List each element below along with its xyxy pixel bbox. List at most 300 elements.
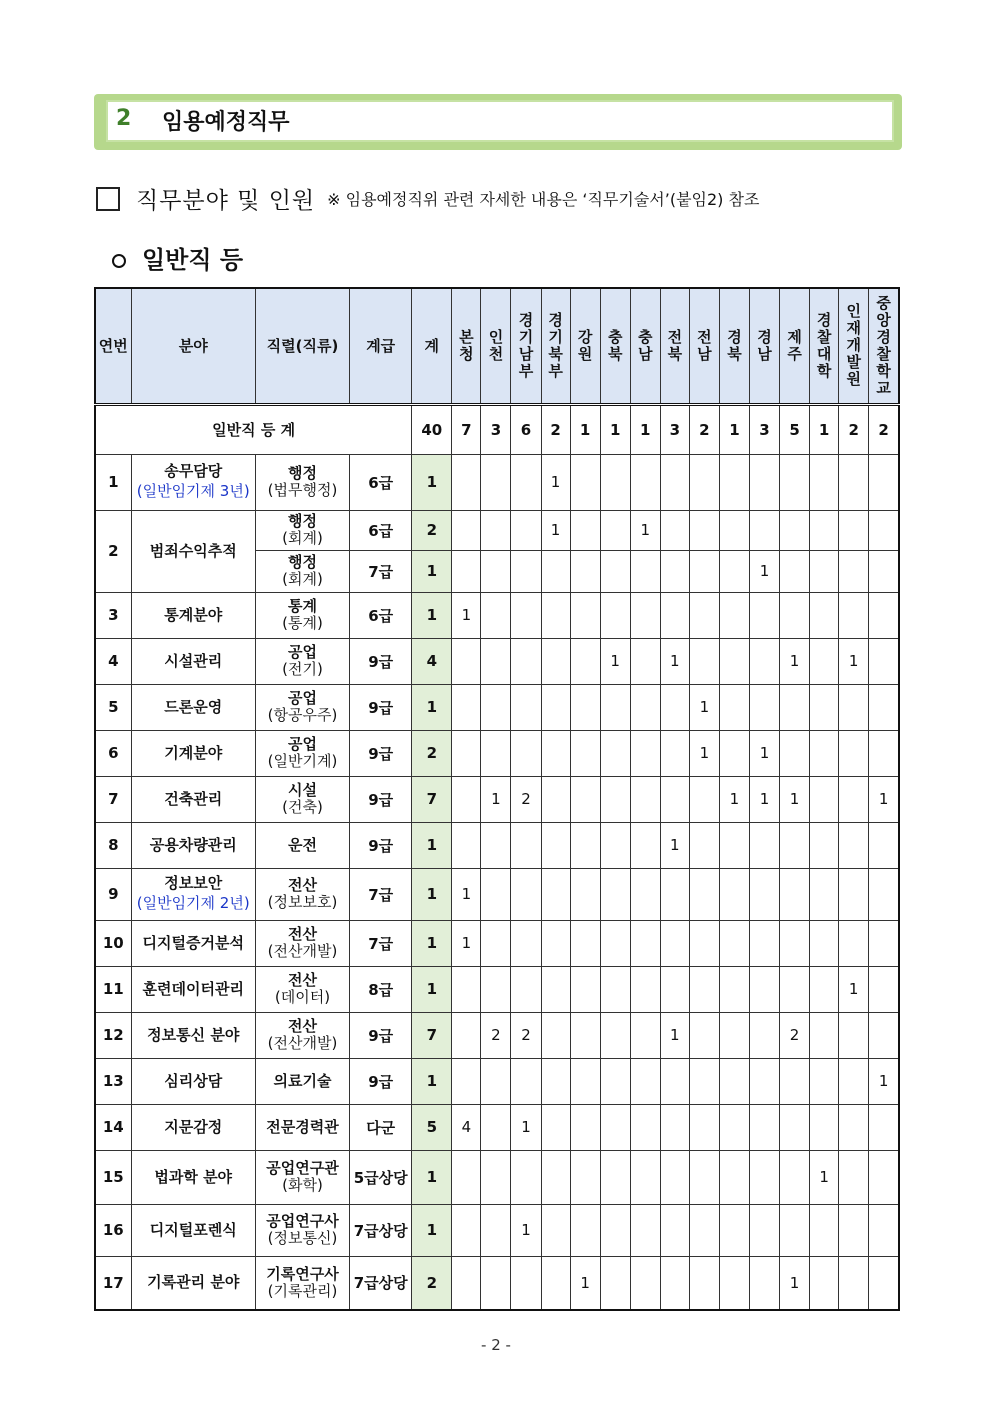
row-region-value — [780, 1204, 810, 1256]
row-region-value — [660, 1150, 689, 1204]
row-region-value — [719, 550, 749, 592]
row-region-value — [839, 510, 869, 550]
row-region-value — [570, 730, 600, 776]
row-region-value: 1 — [780, 638, 810, 684]
row-region-value — [481, 638, 511, 684]
row-total: 1 — [412, 454, 452, 510]
table-row — [95, 592, 899, 638]
table-row — [95, 1058, 899, 1104]
row-region-value — [810, 638, 839, 684]
row-region-value — [481, 550, 511, 592]
row-number: 10 — [95, 920, 131, 966]
row-region-value — [511, 454, 541, 510]
row-region-value: 2 — [511, 776, 541, 822]
row-region-value — [570, 966, 600, 1012]
row-class-name: 기록연구사 — [266, 1264, 339, 1283]
row-region-value: 1 — [780, 776, 810, 822]
row-field — [131, 822, 255, 868]
row-region-value — [630, 1256, 660, 1310]
row-total: 1 — [412, 920, 452, 966]
row-class-sub: (법무행정) — [267, 481, 338, 499]
row-region-value — [780, 1150, 810, 1204]
row-grade: 9급 — [350, 776, 412, 822]
row-field-name: 정보통신 분야 — [147, 1025, 240, 1044]
row-class-sub: (화학) — [282, 1176, 323, 1194]
row-region-value — [660, 1058, 689, 1104]
row-class-name: 전산 — [288, 1017, 317, 1035]
row-region-value — [810, 822, 839, 868]
row-region-value — [541, 684, 570, 730]
row-number: 14 — [95, 1104, 131, 1150]
row-total: 1 — [412, 822, 452, 868]
row-class-sub: (정보통신) — [267, 1229, 338, 1247]
row-region-value: 2 — [780, 1012, 810, 1058]
row-grade: 9급 — [350, 1012, 412, 1058]
row-class — [255, 730, 349, 776]
row-region-value — [452, 1012, 481, 1058]
row-region-value: 1 — [660, 1012, 689, 1058]
row-region-value — [869, 510, 899, 550]
row-number: 8 — [95, 822, 131, 868]
row-region-value — [660, 592, 689, 638]
row-region-value — [689, 1104, 719, 1150]
row-region-value — [511, 510, 541, 550]
row-region-value — [839, 1150, 869, 1204]
subheading — [96, 182, 759, 212]
row-region-value — [481, 1058, 511, 1104]
row-region-value — [839, 550, 869, 592]
row-total: 2 — [412, 1256, 452, 1310]
row-region-value — [869, 1150, 899, 1204]
row-region-value — [719, 592, 749, 638]
row-region-value — [570, 1204, 600, 1256]
row-grade: 9급 — [350, 822, 412, 868]
total-region-value: 2 — [839, 404, 869, 454]
row-number: 9 — [95, 868, 131, 920]
row-region-value — [660, 510, 689, 550]
row-field — [131, 1150, 255, 1204]
row-region-value — [570, 920, 600, 966]
row-class — [255, 592, 349, 638]
row-region-value — [481, 1204, 511, 1256]
row-region-value — [839, 1204, 869, 1256]
row-region-value — [719, 1150, 749, 1204]
row-number: 5 — [95, 684, 131, 730]
row-class-name: 행정 — [288, 512, 317, 530]
row-region-value — [719, 454, 749, 510]
row-class — [255, 684, 349, 730]
row-region-value — [689, 1256, 719, 1310]
row-region-value — [839, 776, 869, 822]
row-region-value — [869, 454, 899, 510]
row-region-value — [570, 592, 600, 638]
row-number: 13 — [95, 1058, 131, 1104]
total-region-value: 3 — [660, 404, 689, 454]
row-region-value: 1 — [481, 776, 511, 822]
row-region-value — [660, 776, 689, 822]
row-field-name: 지문감정 — [164, 1117, 223, 1136]
row-class — [255, 776, 349, 822]
row-region-value — [749, 638, 779, 684]
row-region-value — [719, 1058, 749, 1104]
row-region-value — [869, 868, 899, 920]
row-region-value — [839, 1256, 869, 1310]
row-region-value — [570, 822, 600, 868]
row-class-sub: (건축) — [282, 798, 323, 816]
row-region-value — [749, 510, 779, 550]
row-region-value: 1 — [839, 638, 869, 684]
row-region-value — [780, 454, 810, 510]
row-class-sub: (일반기계) — [267, 752, 338, 770]
row-region-value: 1 — [541, 510, 570, 550]
row-class-name: 행정 — [288, 464, 317, 482]
row-field-name: 훈련데이터관리 — [142, 979, 244, 998]
table-row — [95, 684, 899, 730]
row-field-name: 송무담당 — [164, 462, 223, 480]
row-class — [255, 1058, 349, 1104]
row-class-name: 공업 — [288, 735, 317, 753]
row-total: 1 — [412, 1150, 452, 1204]
row-region-value — [839, 454, 869, 510]
row-region-value — [630, 638, 660, 684]
row-region-value — [689, 510, 719, 550]
row-number: 6 — [95, 730, 131, 776]
row-region-value — [481, 1150, 511, 1204]
header-region: 인 천 — [481, 288, 511, 404]
row-region-value — [511, 1058, 541, 1104]
row-region-value — [869, 1012, 899, 1058]
row-region-value — [719, 868, 749, 920]
row-field-name: 정보보안 — [164, 874, 223, 892]
row-region-value: 1 — [780, 1256, 810, 1310]
header-region: 경 북 — [719, 288, 749, 404]
row-class-name: 공업연구관 — [266, 1159, 339, 1177]
recruitment-table — [94, 287, 900, 1311]
row-region-value — [630, 1012, 660, 1058]
row-region-value — [810, 966, 839, 1012]
row-region-value — [810, 1256, 839, 1310]
row-field — [131, 1256, 255, 1310]
header-field: 분야 — [131, 288, 255, 404]
header-region: 충 남 — [630, 288, 660, 404]
row-region-value — [630, 822, 660, 868]
row-region-value — [452, 822, 481, 868]
row-region-value — [600, 1104, 630, 1150]
total-region-value: 1 — [570, 404, 600, 454]
row-class — [255, 454, 349, 510]
row-class — [255, 510, 349, 550]
row-region-value — [600, 1204, 630, 1256]
header-class: 직렬(직류) — [255, 288, 349, 404]
row-region-value — [600, 822, 630, 868]
row-region-value — [600, 730, 630, 776]
row-region-value: 1 — [570, 1256, 600, 1310]
row-class-sub: (기록관리) — [267, 1281, 338, 1300]
row-region-value — [570, 1104, 600, 1150]
row-field-note: (일반임기제 3년) — [136, 482, 250, 500]
row-region-value — [630, 1204, 660, 1256]
header-region: 강 원 — [570, 288, 600, 404]
table-row — [95, 510, 899, 550]
row-region-value — [630, 684, 660, 730]
row-field-name: 디지털포렌식 — [149, 1220, 237, 1239]
row-region-value — [689, 638, 719, 684]
row-field-name: 기계분야 — [164, 743, 223, 762]
table-row — [95, 1150, 899, 1204]
table-row — [95, 822, 899, 868]
row-class-sub: (회계) — [282, 529, 323, 547]
row-region-value — [869, 638, 899, 684]
row-region-value — [780, 510, 810, 550]
row-region-value — [689, 1012, 719, 1058]
row-field-name: 건축관리 — [164, 789, 223, 808]
subheading-title: 직무분야 및 인원 — [136, 188, 316, 214]
row-field — [131, 920, 255, 966]
row-class-name: 전문경력관 — [266, 1117, 339, 1136]
header-no: 연번 — [95, 288, 131, 404]
total-region-value: 2 — [689, 404, 719, 454]
row-region-value: 1 — [541, 454, 570, 510]
header-region: 경 기 남 부 — [511, 288, 541, 404]
row-region-value — [749, 1058, 779, 1104]
row-number: 3 — [95, 592, 131, 638]
row-grade: 7급 — [350, 550, 412, 592]
row-region-value: 1 — [452, 920, 481, 966]
row-grade: 7급상당 — [350, 1256, 412, 1310]
row-region-value — [452, 684, 481, 730]
row-region-value — [570, 868, 600, 920]
row-number: 17 — [95, 1256, 131, 1310]
header-region: 중 앙 경 찰 학 교 — [869, 288, 899, 404]
row-region-value — [511, 822, 541, 868]
row-grade: 9급 — [350, 684, 412, 730]
row-region-value: 1 — [719, 776, 749, 822]
row-grade: 6급 — [350, 454, 412, 510]
row-region-value — [541, 730, 570, 776]
row-field — [131, 868, 255, 920]
row-region-value — [749, 454, 779, 510]
row-grade: 9급 — [350, 1058, 412, 1104]
row-region-value — [660, 868, 689, 920]
row-region-value — [511, 638, 541, 684]
row-total: 5 — [412, 1104, 452, 1150]
row-region-value — [541, 1256, 570, 1310]
row-grade: 6급 — [350, 592, 412, 638]
total-region-value: 7 — [452, 404, 481, 454]
row-region-value — [541, 638, 570, 684]
header-region: 경 기 북 부 — [541, 288, 570, 404]
row-region-value — [780, 684, 810, 730]
row-region-value — [630, 920, 660, 966]
row-region-value — [749, 1104, 779, 1150]
row-field — [131, 510, 255, 592]
header-region: 경 찰 대 학 — [810, 288, 839, 404]
row-region-value — [869, 1104, 899, 1150]
row-region-value — [749, 684, 779, 730]
row-region-value — [719, 1204, 749, 1256]
row-total: 2 — [412, 730, 452, 776]
header-region: 제 주 — [780, 288, 810, 404]
row-field — [131, 638, 255, 684]
row-region-value — [810, 776, 839, 822]
row-region-value — [541, 868, 570, 920]
row-class — [255, 1150, 349, 1204]
row-region-value — [452, 1204, 481, 1256]
row-region-value — [749, 868, 779, 920]
row-region-value: 1 — [749, 776, 779, 822]
row-region-value — [839, 1104, 869, 1150]
row-total: 1 — [412, 966, 452, 1012]
row-region-value — [749, 920, 779, 966]
row-field-name: 기록관리 분야 — [147, 1273, 240, 1292]
row-total: 1 — [412, 592, 452, 638]
row-number: 2 — [95, 510, 131, 592]
row-region-value — [511, 1150, 541, 1204]
row-class-name: 의료기술 — [273, 1071, 332, 1090]
row-region-value — [719, 822, 749, 868]
table-row — [95, 638, 899, 684]
row-region-value — [719, 920, 749, 966]
row-region-value — [780, 920, 810, 966]
section-number: 2 — [116, 106, 132, 131]
row-region-value — [541, 1012, 570, 1058]
total-region-value: 1 — [600, 404, 630, 454]
row-field — [131, 730, 255, 776]
row-region-value: 1 — [869, 1058, 899, 1104]
row-region-value — [839, 1012, 869, 1058]
row-grade: 7급 — [350, 868, 412, 920]
row-total: 1 — [412, 868, 452, 920]
row-grade: 9급 — [350, 730, 412, 776]
row-number: 16 — [95, 1204, 131, 1256]
row-region-value — [481, 868, 511, 920]
row-region-value — [780, 1058, 810, 1104]
total-region-value: 3 — [481, 404, 511, 454]
row-region-value — [810, 1204, 839, 1256]
row-region-value — [719, 510, 749, 550]
row-region-value — [600, 592, 630, 638]
table-row — [95, 1104, 899, 1150]
header-region: 충 북 — [600, 288, 630, 404]
row-region-value — [719, 1104, 749, 1150]
row-region-value — [780, 822, 810, 868]
total-region-value: 1 — [719, 404, 749, 454]
row-total: 1 — [412, 550, 452, 592]
row-class — [255, 550, 349, 592]
row-region-value — [719, 1256, 749, 1310]
row-class-name: 운전 — [288, 835, 317, 854]
total-row — [95, 404, 899, 454]
row-region-value — [481, 1104, 511, 1150]
row-region-value — [810, 1058, 839, 1104]
table-row — [95, 1012, 899, 1058]
row-region-value — [839, 592, 869, 638]
row-region-value: 1 — [689, 730, 719, 776]
row-region-value — [452, 550, 481, 592]
row-region-value — [660, 684, 689, 730]
row-region-value — [541, 822, 570, 868]
row-region-value — [869, 730, 899, 776]
header-region: 인 재 개 발 원 — [839, 288, 869, 404]
page-number: - 2 - — [481, 1336, 511, 1354]
row-region-value — [570, 1058, 600, 1104]
row-region-value: 1 — [511, 1104, 541, 1150]
row-number: 11 — [95, 966, 131, 1012]
table-header-row — [95, 288, 899, 404]
row-region-value — [570, 454, 600, 510]
row-region-value — [719, 684, 749, 730]
row-region-value: 4 — [452, 1104, 481, 1150]
row-region-value — [780, 592, 810, 638]
row-region-value — [511, 1256, 541, 1310]
row-field — [131, 592, 255, 638]
row-region-value — [689, 966, 719, 1012]
row-region-value — [600, 454, 630, 510]
row-region-value — [452, 1256, 481, 1310]
header-grade: 계급 — [350, 288, 412, 404]
row-region-value — [511, 550, 541, 592]
row-region-value — [689, 822, 719, 868]
table-row — [95, 776, 899, 822]
row-region-value — [719, 638, 749, 684]
row-grade: 7급 — [350, 920, 412, 966]
row-region-value — [511, 730, 541, 776]
row-region-value — [810, 454, 839, 510]
row-region-value — [810, 510, 839, 550]
row-region-value — [749, 592, 779, 638]
total-region-value: 2 — [869, 404, 899, 454]
row-region-value — [511, 920, 541, 966]
row-region-value — [570, 510, 600, 550]
row-region-value — [452, 1150, 481, 1204]
row-field-name: 심리상담 — [164, 1071, 223, 1090]
row-class-name: 행정 — [288, 553, 317, 571]
row-region-value — [810, 920, 839, 966]
row-region-value: 1 — [630, 510, 660, 550]
row-class — [255, 1012, 349, 1058]
row-region-value — [869, 550, 899, 592]
row-region-value — [660, 1204, 689, 1256]
row-region-value — [780, 550, 810, 592]
row-region-value — [810, 730, 839, 776]
row-region-value — [481, 822, 511, 868]
row-region-value — [630, 776, 660, 822]
row-class-name: 공업연구사 — [266, 1212, 339, 1230]
row-region-value — [600, 776, 630, 822]
row-region-value — [689, 1204, 719, 1256]
row-number: 7 — [95, 776, 131, 822]
row-grade: 다군 — [350, 1104, 412, 1150]
total-region-value: 1 — [630, 404, 660, 454]
row-region-value: 1 — [600, 638, 630, 684]
row-region-value — [839, 868, 869, 920]
row-region-value — [749, 1256, 779, 1310]
row-total: 4 — [412, 638, 452, 684]
row-region-value — [511, 966, 541, 1012]
row-region-value — [600, 920, 630, 966]
row-region-value — [689, 1058, 719, 1104]
row-region-value — [630, 550, 660, 592]
row-region-value — [541, 1058, 570, 1104]
row-region-value — [481, 510, 511, 550]
row-region-value — [869, 1256, 899, 1310]
row-region-value — [511, 868, 541, 920]
row-region-value — [719, 730, 749, 776]
row-field-name: 통계분야 — [164, 605, 223, 624]
row-region-value — [660, 966, 689, 1012]
row-class-name: 전산 — [288, 876, 317, 894]
row-region-value — [452, 510, 481, 550]
